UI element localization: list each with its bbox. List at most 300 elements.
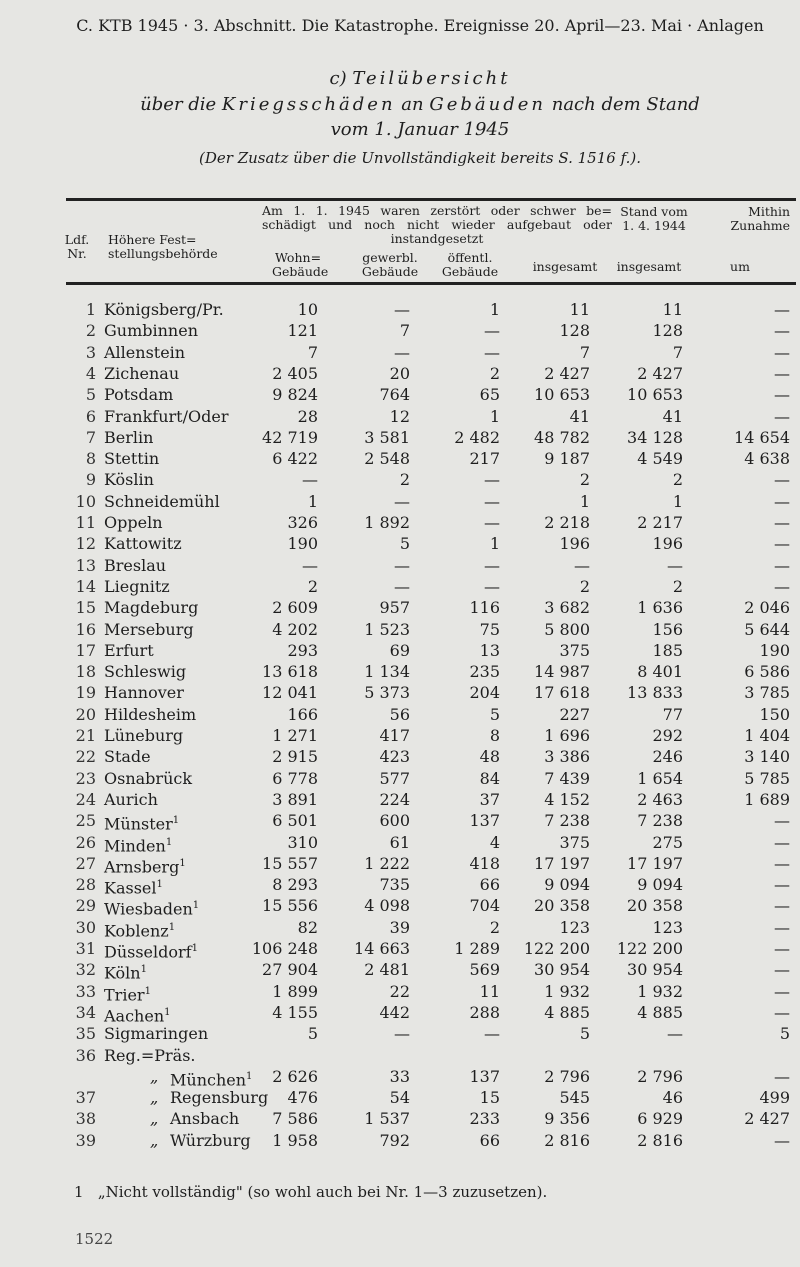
table-row bbox=[0, 938, 800, 962]
cell-col-1: — bbox=[394, 576, 410, 596]
cell-col-1: 423 bbox=[379, 747, 410, 767]
cell-col-2: 2 482 bbox=[454, 427, 500, 447]
cell-col-4: 2 796 bbox=[637, 1066, 683, 1086]
cell-col-1: 417 bbox=[379, 726, 410, 745]
cell-col-5: — bbox=[774, 917, 790, 937]
cell-col-4: — bbox=[667, 555, 683, 575]
row-name: Merseburg bbox=[104, 619, 194, 639]
cell-col-1: — bbox=[394, 491, 410, 511]
cell-col-0: 166 bbox=[287, 704, 318, 724]
cell-col-5: — bbox=[774, 385, 790, 405]
row-name: Frankfurt/Oder bbox=[104, 406, 229, 426]
cell-col-3: — bbox=[574, 555, 590, 575]
row-number: 3 bbox=[85, 342, 96, 362]
row-number: 9 bbox=[85, 470, 96, 490]
cell-col-4: 20 358 bbox=[627, 896, 683, 916]
cell-col-1: 7 bbox=[399, 321, 410, 341]
cell-col-2: 11 bbox=[479, 981, 500, 1001]
footnote bbox=[74, 1183, 547, 1201]
cell-col-0: 1 271 bbox=[272, 726, 318, 745]
cell-col-1: 56 bbox=[389, 704, 410, 724]
cell-col-4: 196 bbox=[652, 534, 683, 554]
cell-col-2: 204 bbox=[469, 683, 500, 703]
table-row bbox=[0, 704, 800, 725]
row-name: Münster bbox=[104, 814, 173, 834]
cell-col-5: — bbox=[774, 981, 790, 1001]
row-number: 12 bbox=[75, 534, 96, 554]
cell-col-0: 310 bbox=[287, 832, 318, 852]
row-name: Schleswig bbox=[104, 662, 187, 682]
title-line-2 bbox=[40, 94, 800, 115]
cell-col-0: 1 899 bbox=[272, 981, 318, 1001]
cell-col-4: 34 128 bbox=[627, 427, 683, 447]
row-number: 32 bbox=[75, 960, 96, 980]
row-number: 22 bbox=[75, 747, 96, 767]
cell-col-5: 499 bbox=[759, 1088, 790, 1108]
row-number: 39 bbox=[75, 1130, 96, 1150]
row-number: 18 bbox=[75, 662, 96, 682]
cell-col-3: 14 987 bbox=[534, 662, 590, 682]
cell-col-5: 3 140 bbox=[744, 747, 790, 767]
cell-col-5: — bbox=[774, 896, 790, 916]
row-number: 30 bbox=[75, 917, 96, 937]
row-number: 25 bbox=[75, 811, 96, 831]
cell-col-3: 227 bbox=[559, 704, 590, 724]
cell-col-0: 4 155 bbox=[272, 1002, 318, 1022]
table-row bbox=[0, 981, 800, 1002]
table-row bbox=[0, 363, 800, 384]
title-text: Kriegsschäden bbox=[221, 94, 396, 115]
row-number: 8 bbox=[85, 449, 96, 469]
cell-col-1: 764 bbox=[379, 385, 410, 405]
cell-col-5: — bbox=[774, 491, 790, 511]
footnote-mark: 1 bbox=[74, 1183, 84, 1201]
cell-col-0: 10 bbox=[297, 300, 318, 319]
cell-col-4: 1 932 bbox=[637, 981, 683, 1001]
table-row bbox=[0, 1023, 800, 1044]
row-number: 27 bbox=[75, 853, 96, 873]
row-name: Wiesbaden bbox=[104, 899, 193, 919]
cell-col-4: 46 bbox=[662, 1088, 683, 1108]
row-number: 13 bbox=[75, 555, 96, 575]
cell-col-5: — bbox=[774, 811, 790, 831]
cell-col-3: 41 bbox=[569, 406, 590, 426]
cell-col-4: 7 238 bbox=[637, 811, 683, 831]
cell-col-0: 82 bbox=[297, 917, 318, 937]
cell-col-0: 6 501 bbox=[272, 811, 318, 831]
cell-col-5: 14 654 bbox=[734, 427, 790, 447]
row-name: Allenstein bbox=[104, 342, 186, 362]
cell-col-0: 2 bbox=[307, 576, 318, 596]
footnote-ref: 1 bbox=[140, 964, 147, 976]
cell-col-5: 6 586 bbox=[744, 662, 790, 682]
cell-col-4: 2 427 bbox=[637, 363, 683, 383]
row-number: 31 bbox=[75, 939, 96, 958]
header-um: um bbox=[730, 259, 750, 274]
cell-col-2: 418 bbox=[469, 853, 500, 873]
cell-col-5: 5 bbox=[779, 1024, 790, 1044]
table-row bbox=[0, 555, 800, 576]
cell-col-0: 2 609 bbox=[272, 598, 318, 618]
row-name: Liegnitz bbox=[104, 576, 170, 596]
table-row bbox=[0, 491, 800, 512]
cell-col-1: — bbox=[394, 555, 410, 575]
cell-col-1: 2 481 bbox=[364, 960, 410, 980]
row-number: 35 bbox=[75, 1024, 96, 1044]
cell-col-0: 4 202 bbox=[272, 619, 318, 639]
row-number: 14 bbox=[75, 576, 96, 596]
cell-col-0: 293 bbox=[287, 640, 318, 660]
ditto-mark: „ bbox=[150, 1130, 159, 1150]
cell-col-3: 9 187 bbox=[544, 449, 590, 469]
cell-col-2: 15 bbox=[479, 1088, 500, 1108]
row-name: Lüneburg bbox=[104, 726, 184, 745]
row-name: Zichenau bbox=[104, 363, 180, 383]
cell-col-5: — bbox=[774, 513, 790, 532]
cell-col-1: 957 bbox=[379, 598, 410, 618]
table-row bbox=[0, 746, 800, 767]
cell-col-0: 3 891 bbox=[272, 789, 318, 809]
cell-col-0: — bbox=[302, 555, 318, 575]
cell-col-3: 11 bbox=[569, 300, 590, 319]
title-text: über die bbox=[140, 94, 222, 115]
cell-col-2: 1 bbox=[489, 534, 500, 554]
row-number: 26 bbox=[75, 832, 96, 852]
row-number: 28 bbox=[75, 875, 96, 895]
cell-col-5: 2 427 bbox=[744, 1109, 790, 1129]
row-name: Stade bbox=[104, 747, 151, 767]
cell-col-2: 75 bbox=[479, 619, 500, 639]
header-behoerde-2: stellungsbehörde bbox=[108, 246, 218, 261]
cell-col-0: 2 626 bbox=[272, 1066, 318, 1086]
cell-col-3: 375 bbox=[559, 832, 590, 852]
cell-col-4: 2 bbox=[672, 470, 683, 490]
cell-col-3: 375 bbox=[559, 640, 590, 660]
footnote-ref: 1 bbox=[156, 879, 163, 891]
cell-col-1: 22 bbox=[389, 981, 410, 1001]
cell-col-3: 2 bbox=[579, 470, 590, 490]
cell-col-4: 185 bbox=[652, 640, 683, 660]
cell-col-1: 3 581 bbox=[364, 427, 410, 447]
row-number: 4 bbox=[85, 363, 96, 383]
row-name: Würzburg bbox=[170, 1130, 251, 1150]
cell-col-5: — bbox=[774, 832, 790, 852]
cell-col-3: 9 356 bbox=[544, 1109, 590, 1129]
row-name: Koblenz bbox=[104, 921, 169, 941]
cell-col-5: 5 644 bbox=[744, 619, 790, 639]
cell-col-0: 1 bbox=[307, 491, 318, 511]
cell-col-1: — bbox=[394, 342, 410, 362]
cell-col-4: 30 954 bbox=[627, 960, 683, 980]
header-behoerde-1: Höhere Fest= bbox=[108, 232, 197, 247]
cell-col-4: 275 bbox=[652, 832, 683, 852]
row-name: München bbox=[170, 1070, 247, 1090]
cell-col-3: 7 238 bbox=[544, 811, 590, 831]
row-number: 19 bbox=[75, 683, 96, 703]
title-text: an bbox=[395, 94, 430, 115]
cell-col-1: — bbox=[394, 300, 410, 319]
table-row bbox=[0, 1108, 800, 1129]
table-row bbox=[0, 320, 800, 341]
cell-col-3: 545 bbox=[559, 1088, 590, 1108]
row-name: Köln bbox=[104, 963, 141, 983]
cell-col-1: 54 bbox=[389, 1088, 410, 1108]
cell-col-2: 66 bbox=[479, 1130, 500, 1150]
cell-col-5: — bbox=[774, 300, 790, 319]
table-row bbox=[0, 342, 800, 363]
footnote-text: „Nicht vollständig" (so wohl auch bei Nr. 1—3 zuzusetzen). bbox=[97, 1183, 548, 1201]
cell-col-4: 4 549 bbox=[637, 449, 683, 469]
cell-col-0: 12 041 bbox=[262, 683, 318, 703]
cell-col-2: 2 bbox=[489, 917, 500, 937]
table-row bbox=[0, 597, 800, 618]
cell-col-1: 735 bbox=[379, 875, 410, 895]
header-insgesamt: insgesamt bbox=[532, 259, 598, 274]
cell-col-4: 4 885 bbox=[637, 1002, 683, 1022]
cell-col-4: 292 bbox=[652, 726, 683, 745]
cell-col-3: 1 696 bbox=[544, 726, 590, 745]
cell-col-4: 1 636 bbox=[637, 598, 683, 618]
row-number: 20 bbox=[75, 704, 96, 724]
cell-col-0: 9 824 bbox=[272, 385, 318, 405]
cell-col-0: 7 bbox=[307, 342, 318, 362]
row-number: 16 bbox=[75, 619, 96, 639]
cell-col-5: 3 785 bbox=[744, 683, 790, 703]
cell-col-0: 7 586 bbox=[272, 1109, 318, 1129]
cell-col-4: 8 401 bbox=[637, 662, 683, 682]
cell-col-0: 8 293 bbox=[272, 875, 318, 895]
cell-col-5: — bbox=[774, 1130, 790, 1150]
page-number: 1522 bbox=[75, 1230, 114, 1248]
cell-col-3: 2 796 bbox=[544, 1066, 590, 1086]
cell-col-2: 65 bbox=[479, 385, 500, 405]
ditto-mark: „ bbox=[150, 1088, 159, 1108]
row-name: Osnabrück bbox=[104, 768, 193, 788]
cell-col-0: 6 422 bbox=[272, 449, 318, 469]
cell-col-4: 77 bbox=[662, 704, 683, 724]
cell-col-0: 13 618 bbox=[262, 662, 318, 682]
cell-col-2: 37 bbox=[479, 789, 500, 809]
cell-col-0: 6 778 bbox=[272, 768, 318, 788]
header-oeffentl: öffentl. Gebäude bbox=[441, 250, 499, 279]
cell-col-2: 66 bbox=[479, 875, 500, 895]
cell-col-5: 150 bbox=[759, 704, 790, 724]
cell-col-1: 14 663 bbox=[354, 939, 410, 958]
cell-col-4: 41 bbox=[662, 406, 683, 426]
cell-col-4: 128 bbox=[652, 321, 683, 341]
cell-col-2: 137 bbox=[469, 811, 500, 831]
cell-col-3: 17 618 bbox=[534, 683, 590, 703]
cell-col-5: — bbox=[774, 321, 790, 341]
row-number: 5 bbox=[85, 385, 96, 405]
cell-col-2: — bbox=[484, 342, 500, 362]
cell-col-3: 7 439 bbox=[544, 768, 590, 788]
row-number: 34 bbox=[75, 1002, 96, 1022]
cell-col-2: 4 bbox=[489, 832, 500, 852]
row-number: 37 bbox=[75, 1088, 96, 1108]
row-number: 38 bbox=[75, 1109, 96, 1129]
cell-col-2: 1 bbox=[489, 300, 500, 319]
running-head: C. KTB 1945 · 3. Abschnitt. Die Katastrophe. Ereignisse 20. April—23. Mai · Anlagen bbox=[76, 16, 764, 35]
cell-col-3: 4 152 bbox=[544, 789, 590, 809]
cell-col-3: 2 427 bbox=[544, 363, 590, 383]
row-number: 33 bbox=[75, 981, 96, 1001]
cell-col-3: 17 197 bbox=[534, 853, 590, 873]
cell-col-3: 10 653 bbox=[534, 385, 590, 405]
row-name: Breslau bbox=[104, 555, 167, 575]
footnote-ref: 1 bbox=[179, 857, 186, 869]
cell-col-1: 39 bbox=[389, 917, 410, 937]
cell-col-2: 569 bbox=[469, 960, 500, 980]
cell-col-5: 2 046 bbox=[744, 598, 790, 618]
footnote-ref: 1 bbox=[246, 1070, 253, 1082]
table-row bbox=[0, 789, 800, 810]
cell-col-3: 5 800 bbox=[544, 619, 590, 639]
ditto-mark: „ bbox=[150, 1109, 159, 1129]
cell-col-4: 13 833 bbox=[627, 683, 683, 703]
row-number: 24 bbox=[75, 789, 96, 809]
cell-col-3: 1 bbox=[579, 491, 590, 511]
table-row bbox=[0, 874, 800, 898]
cell-col-2: — bbox=[484, 555, 500, 575]
cell-col-0: 5 bbox=[307, 1024, 318, 1044]
cell-col-3: 2 bbox=[579, 576, 590, 596]
cell-col-4: 1 654 bbox=[637, 768, 683, 788]
row-name: Schneidemühl bbox=[104, 491, 220, 511]
row-number: 6 bbox=[85, 406, 96, 426]
cell-col-1: 442 bbox=[379, 1002, 410, 1022]
cell-col-0: 326 bbox=[287, 513, 318, 532]
cell-col-4: 9 094 bbox=[637, 875, 683, 895]
header-group: Am 1. 1. 1945 waren zerstört oder schwer be= schädigt und noch nicht wieder aufgebaut oder instandgesetzt bbox=[262, 203, 612, 246]
row-name: Sigmaringen bbox=[104, 1024, 209, 1044]
row-name: Potsdam bbox=[104, 385, 174, 405]
table-row bbox=[0, 661, 800, 682]
cell-col-1: 4 098 bbox=[364, 896, 410, 916]
cell-col-0: 42 719 bbox=[262, 427, 318, 447]
cell-col-5: — bbox=[774, 534, 790, 554]
cell-col-2: 217 bbox=[469, 449, 500, 469]
header-gewerbl: gewerbl. Gebäude bbox=[361, 250, 419, 279]
row-number: 17 bbox=[75, 640, 96, 660]
cell-col-4: 156 bbox=[652, 619, 683, 639]
row-name: Kattowitz bbox=[104, 534, 182, 554]
row-name: Köslin bbox=[104, 470, 154, 490]
cell-col-3: 2 816 bbox=[544, 1130, 590, 1150]
cell-col-2: 2 bbox=[489, 363, 500, 383]
cell-col-1: 61 bbox=[389, 832, 410, 852]
table-row bbox=[0, 810, 800, 834]
row-number: 7 bbox=[85, 427, 96, 447]
cell-col-5: — bbox=[774, 875, 790, 895]
row-name: Minden bbox=[104, 835, 166, 855]
cell-col-4: 10 653 bbox=[627, 385, 683, 405]
table-row bbox=[0, 448, 800, 469]
table-row bbox=[0, 895, 800, 919]
row-name: Aurich bbox=[104, 789, 158, 809]
table-top-rule bbox=[66, 198, 796, 201]
table-row bbox=[0, 299, 800, 320]
row-name: Stettin bbox=[104, 449, 160, 469]
cell-col-2: 5 bbox=[489, 704, 500, 724]
cell-col-2: 116 bbox=[469, 598, 500, 618]
table-row bbox=[0, 469, 800, 490]
cell-col-1: 224 bbox=[379, 789, 410, 809]
table-row bbox=[0, 832, 800, 853]
table-row bbox=[0, 917, 800, 941]
cell-col-5: 1 689 bbox=[744, 789, 790, 809]
cell-col-1: 33 bbox=[389, 1066, 410, 1086]
row-name: Trier bbox=[104, 984, 145, 1004]
cell-col-2: — bbox=[484, 470, 500, 490]
row-name: Kassel bbox=[104, 878, 157, 898]
cell-col-5: — bbox=[774, 853, 790, 873]
table-row bbox=[0, 1066, 800, 1090]
cell-col-5: — bbox=[774, 1066, 790, 1086]
cell-col-1: 1 892 bbox=[364, 513, 410, 532]
cell-col-2: — bbox=[484, 1024, 500, 1044]
cell-col-3: 5 bbox=[579, 1024, 590, 1044]
header-nr: Nr. bbox=[67, 246, 87, 261]
cell-col-4: 17 197 bbox=[627, 853, 683, 873]
row-name: Reg.=Präs. bbox=[104, 1045, 196, 1065]
row-number: 23 bbox=[75, 768, 96, 788]
cell-col-5: — bbox=[774, 406, 790, 426]
cell-col-4: 123 bbox=[652, 917, 683, 937]
cell-col-2: 233 bbox=[469, 1109, 500, 1129]
header-wohn: Wohn= Gebäude bbox=[272, 250, 329, 279]
cell-col-4: 122 200 bbox=[616, 939, 683, 958]
cell-col-2: 1 289 bbox=[454, 939, 500, 958]
cell-col-0: 15 556 bbox=[262, 896, 318, 916]
cell-col-1: 1 537 bbox=[364, 1109, 410, 1129]
cell-col-5: — bbox=[774, 342, 790, 362]
title-spaced: Teilübersicht bbox=[352, 68, 511, 89]
row-name: Berlin bbox=[104, 427, 154, 447]
cell-col-3: 48 782 bbox=[534, 427, 590, 447]
row-name: Erfurt bbox=[104, 640, 154, 660]
cell-col-0: 27 904 bbox=[262, 960, 318, 980]
cell-col-1: 577 bbox=[379, 768, 410, 788]
cell-col-0: 106 248 bbox=[251, 939, 318, 958]
row-number: 10 bbox=[75, 491, 96, 511]
cell-col-2: 84 bbox=[479, 768, 500, 788]
cell-col-5: — bbox=[774, 555, 790, 575]
footnote-ref: 1 bbox=[168, 921, 176, 933]
cell-col-5: — bbox=[774, 1002, 790, 1022]
cell-col-3: 196 bbox=[559, 534, 590, 554]
table-row bbox=[0, 725, 800, 746]
cell-col-3: 9 094 bbox=[544, 875, 590, 895]
cell-col-1: 20 bbox=[389, 363, 410, 383]
footnote-ref: 1 bbox=[172, 815, 180, 827]
cell-col-1: 5 bbox=[399, 534, 410, 554]
cell-col-2: 48 bbox=[479, 747, 500, 767]
cell-col-2: 8 bbox=[489, 726, 500, 745]
cell-col-5: 5 785 bbox=[744, 768, 790, 788]
cell-col-0: 2 405 bbox=[272, 363, 318, 383]
table-row bbox=[0, 427, 800, 448]
cell-col-4: 11 bbox=[662, 300, 683, 319]
header-ldf-nr bbox=[52, 233, 102, 261]
cell-col-5: — bbox=[774, 960, 790, 980]
footnote-ref: 1 bbox=[165, 836, 173, 848]
table-row bbox=[0, 1002, 800, 1026]
cell-col-0: 476 bbox=[287, 1088, 318, 1108]
cell-col-4: 2 816 bbox=[637, 1130, 683, 1150]
header-stand: Stand vom 1. 4. 1944 bbox=[620, 204, 688, 233]
title-note: (Der Zusatz über die Unvollständigkeit bereits S. 1516 f.). bbox=[199, 149, 641, 167]
